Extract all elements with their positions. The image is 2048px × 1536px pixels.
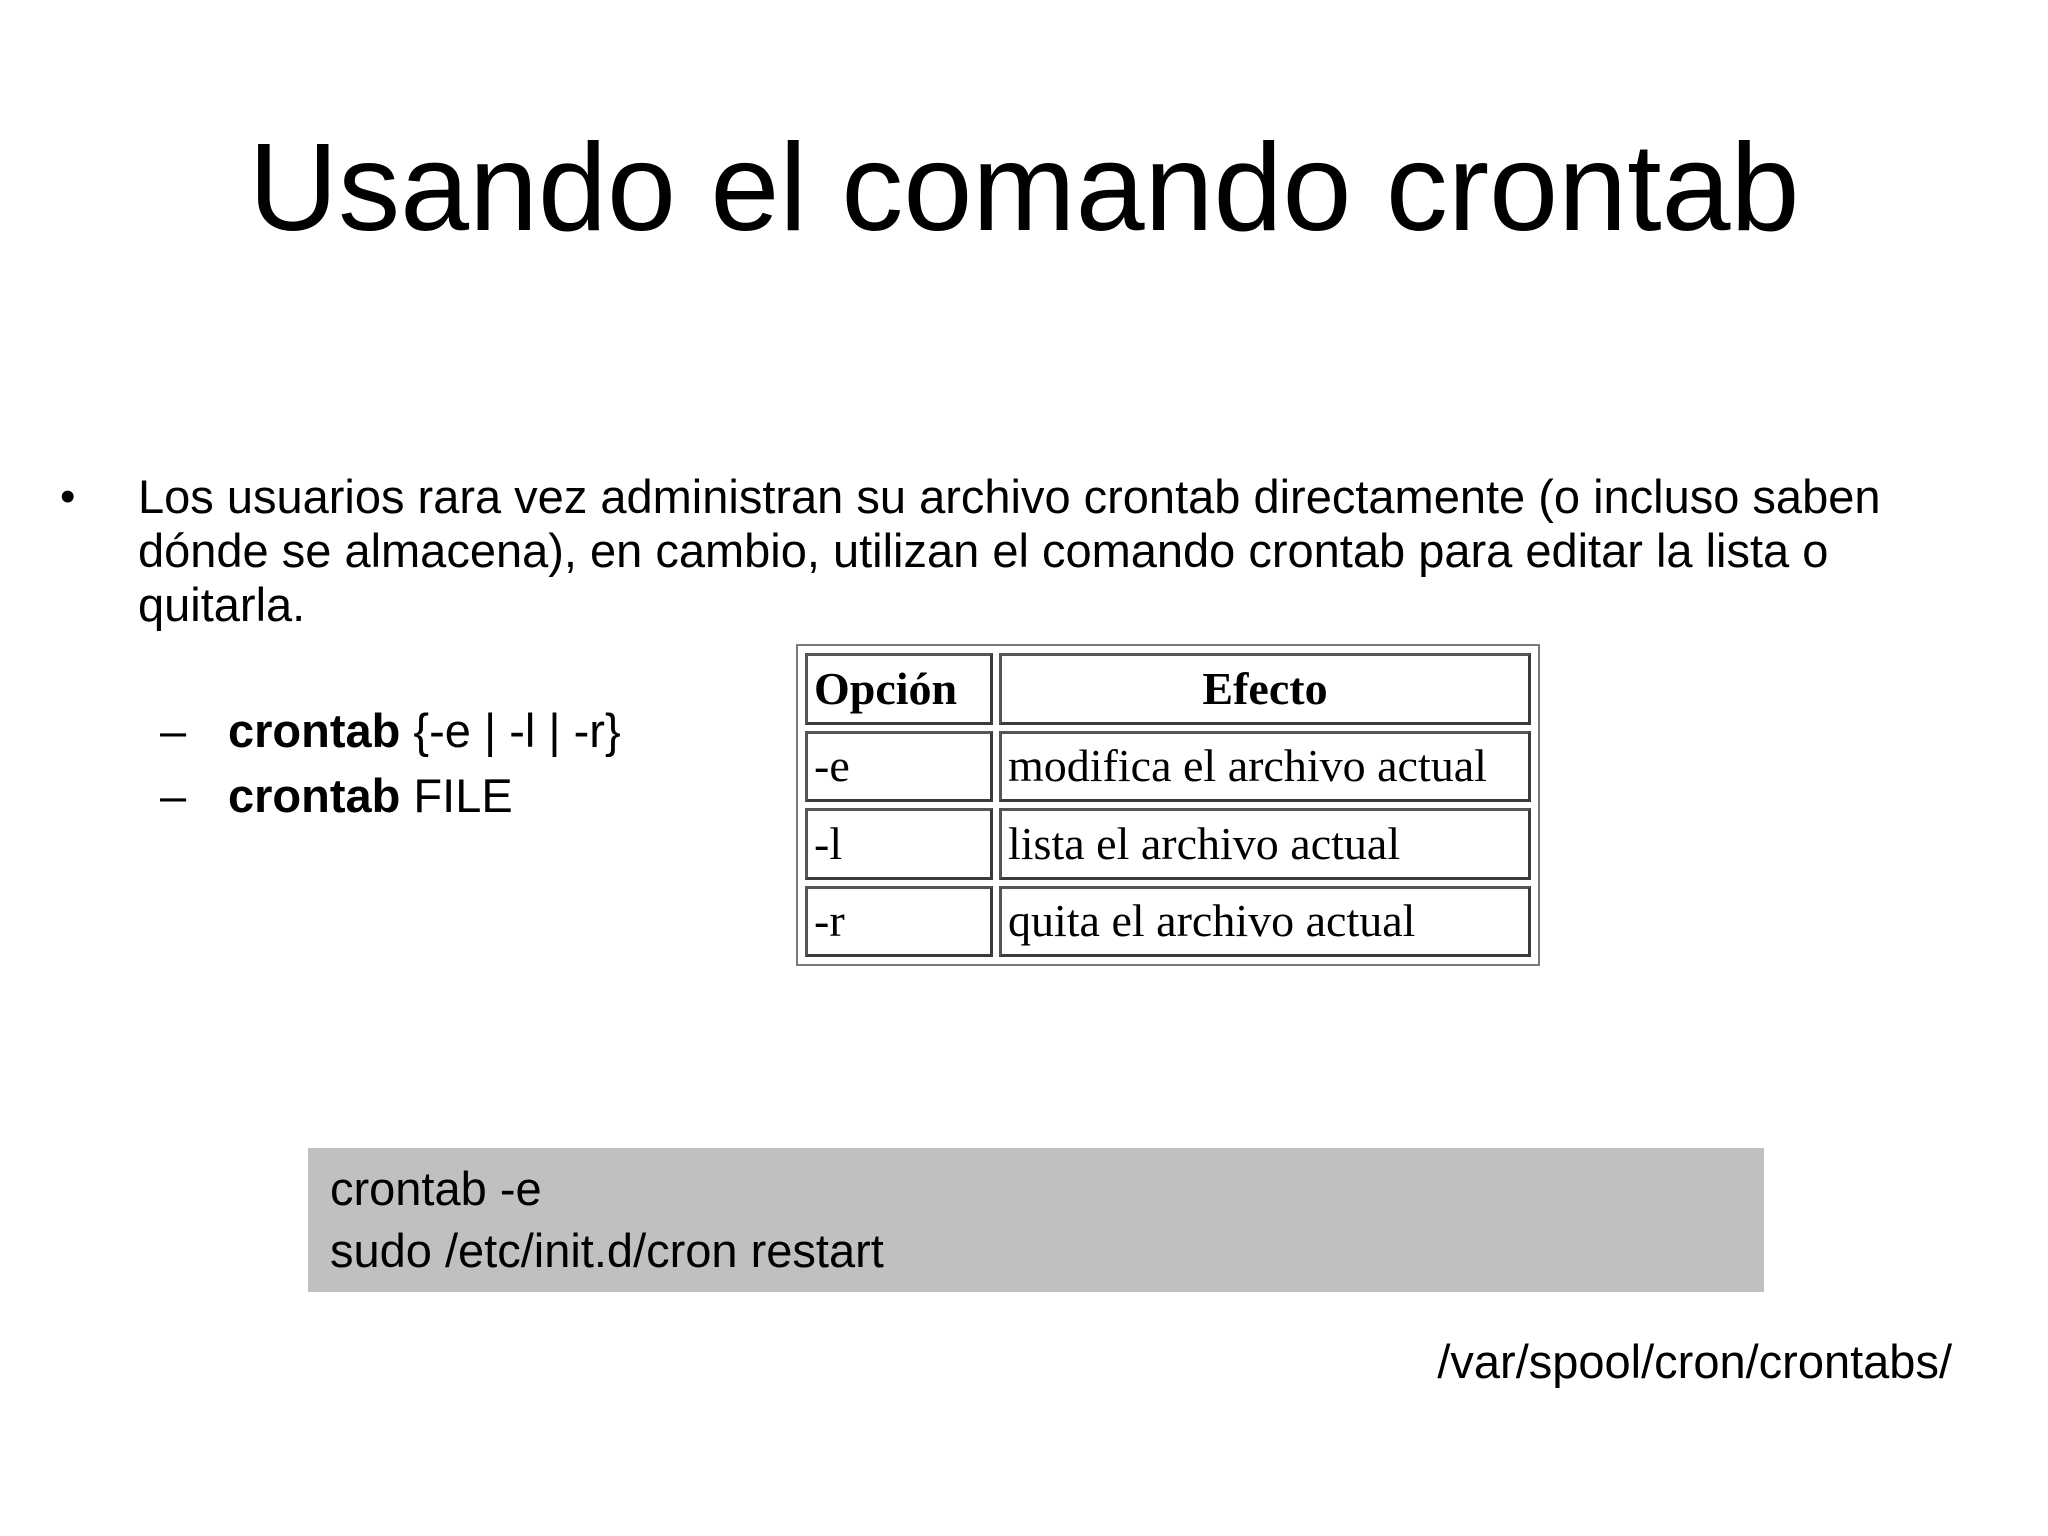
sub-item-command: crontab: [228, 704, 401, 757]
table-row: [805, 886, 1531, 958]
code-box: [308, 1148, 1764, 1292]
table-row: [805, 808, 1531, 880]
table-cell-effect: quita el archivo actual: [999, 886, 1531, 958]
table-header-effect: Efecto: [999, 653, 1531, 725]
bullet-text: Los usuarios rara vez administran su archivo crontab directamente (o incluso saben dónde se almacena), en cambio, utilizan el comando crontab para editar la lista o quitarla.: [138, 470, 1881, 631]
table-cell-effect: modifica el archivo actual: [999, 731, 1531, 803]
table-cell-option: -e: [805, 731, 993, 803]
slide-title: Usando el comando crontab: [248, 119, 1800, 257]
sub-item-crontab-options: [160, 704, 621, 758]
table-cell-option: -l: [805, 808, 993, 880]
crontab-path-note: /var/spool/cron/crontabs/: [1437, 1335, 1952, 1388]
table-cell-option: -r: [805, 886, 993, 958]
options-table-frame: [796, 644, 1540, 966]
sub-item-crontab-file: [160, 769, 513, 823]
sub-item-dash: –: [160, 704, 187, 757]
code-line: crontab -e: [330, 1162, 542, 1215]
sub-item-args: FILE: [413, 769, 513, 822]
sub-item-args: {-e | -l | -r}: [413, 704, 621, 757]
code-line: sudo /etc/init.d/cron restart: [330, 1224, 884, 1277]
bullet-marker: •: [60, 472, 76, 521]
table-row: [805, 731, 1531, 803]
sub-item-command: crontab: [228, 769, 401, 822]
sub-item-dash: –: [160, 769, 187, 822]
table-cell-effect: lista el archivo actual: [999, 808, 1531, 880]
options-table: [799, 647, 1537, 963]
table-header-option: Opción: [805, 653, 993, 725]
table-header-row: [805, 653, 1531, 725]
